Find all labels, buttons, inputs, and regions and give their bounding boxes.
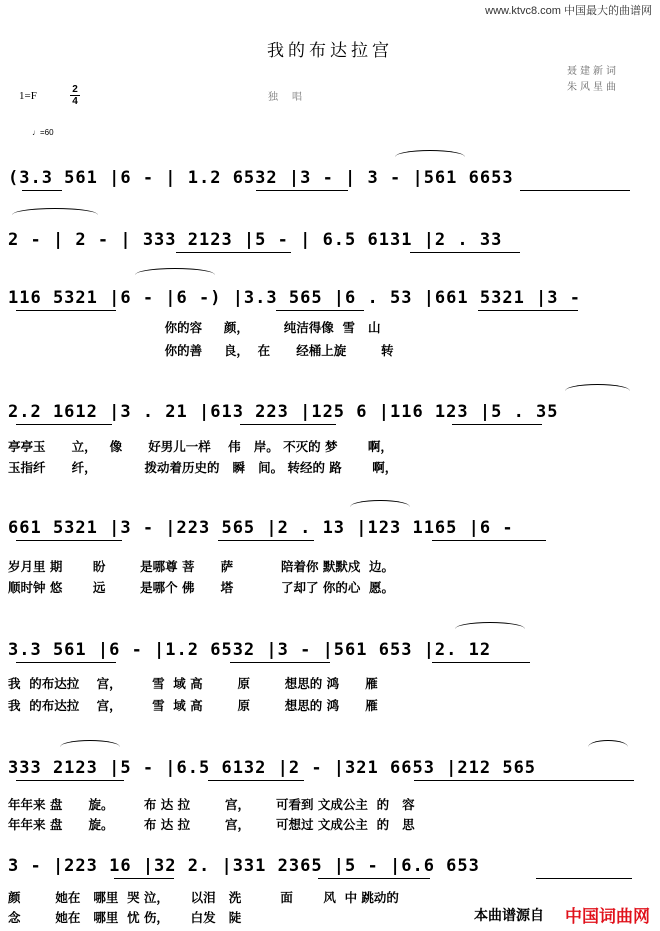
beam-line <box>452 424 542 425</box>
slur-mark <box>135 268 215 275</box>
slur-mark <box>588 740 628 747</box>
notation-row-2-notes: 2 - | 2 - | 333 2123 |5 - | 6.5 6131 |2 . 33 <box>8 230 503 250</box>
notation-row-5 <box>8 518 640 542</box>
beam-line <box>16 662 116 663</box>
notation-row-1-notes: (3.3 561 |6 - | 1.2 6532 |3 - | 3 - |561 6653 <box>8 168 514 188</box>
beam-line <box>276 310 364 311</box>
key-signature: 1=F <box>19 90 37 102</box>
notation-row-8 <box>8 856 640 880</box>
time-signature <box>70 85 80 106</box>
notation-row-4-notes: 2.2 1612 |3 . 21 |613 223 |125 6 |116 123 |5 . 35 <box>8 402 559 422</box>
song-title: 我的布达拉宫 <box>267 41 393 61</box>
time-signature-numerator: 2 <box>72 84 78 95</box>
beam-line <box>16 780 124 781</box>
time-signature-denominator: 4 <box>72 96 78 107</box>
slur-mark <box>565 384 630 391</box>
beam-line <box>240 424 336 425</box>
notation-row-3 <box>8 288 640 312</box>
beam-line <box>414 780 634 781</box>
notation-row-6-notes: 3.3 561 |6 - |1.2 6532 |3 - |561 653 |2. 12 <box>8 640 492 660</box>
lyricist-credit: 聂建新词 <box>567 66 619 77</box>
composer-credit: 朱风星曲 <box>567 82 619 93</box>
beam-line <box>114 878 174 879</box>
beam-line <box>410 252 520 253</box>
beam-line <box>318 878 430 879</box>
beam-line <box>432 662 530 663</box>
slur-mark <box>350 500 410 507</box>
slur-mark <box>395 150 465 157</box>
beam-line <box>16 424 112 425</box>
lyric-verse-1-line-4: 我 的布达拉 宫， 雪 域 高 原 想思的 鸿 雁 <box>8 676 378 691</box>
slur-mark <box>12 208 98 215</box>
notation-row-2 <box>8 230 640 254</box>
lyric-verse-1-line-2: 亭亭玉 立， 像 好男儿一样 伟 岸。 不灭的 梦 啊， <box>8 439 393 454</box>
beam-line <box>176 252 291 253</box>
beam-line <box>230 662 330 663</box>
notation-row-7 <box>8 758 640 782</box>
footer-source-text: 本曲谱源自 <box>474 908 544 924</box>
lyric-verse-1-line-6: 颜 她在 哪里 哭 泣， 以泪 洗 面 风 中 跳动的 <box>8 890 399 905</box>
footer-brand-logo: 中国词曲网 <box>565 907 650 927</box>
notation-row-4 <box>8 402 640 426</box>
singer-label: 独唱 <box>268 92 316 103</box>
beam-line <box>218 540 314 541</box>
beam-line <box>520 190 630 191</box>
notation-row-1 <box>8 168 640 192</box>
notation-row-5-notes: 661 5321 |3 - |223 565 |2 . 13 |123 1165 |6 - <box>8 518 514 538</box>
beam-line <box>16 540 122 541</box>
notation-row-3-notes: 116 5321 |6 - |6 -) |3.3 565 |6 . 53 |661 5321 |3 - <box>8 288 581 308</box>
lyric-verse-2-line-6: 念 她在 哪里 忧 伤， 白发 陡 <box>8 910 242 925</box>
lyric-verse-2-line-2: 玉指纤 纤， 拨动着历史的 瞬 间。 转经的 路 啊， <box>8 460 398 475</box>
notation-row-7-notes: 333 2123 |5 - |6.5 6132 |2 - |321 6653 |212 565 <box>8 758 537 778</box>
lyric-verse-1-line-1: 你的容 颜， 纯洁得像 雪 山 <box>8 320 381 335</box>
lyric-verse-2-line-1: 你的善 良， 在 经桶上旋 转 <box>8 343 394 358</box>
tempo-marking: ♩=60 <box>32 128 54 137</box>
beam-line <box>536 878 632 879</box>
lyric-verse-2-line-4: 我 的布达拉 宫， 雪 域 高 原 想思的 鸿 雁 <box>8 698 378 713</box>
notation-row-6 <box>8 640 640 664</box>
beam-line <box>432 540 546 541</box>
beam-line <box>478 310 578 311</box>
beam-line <box>16 310 116 311</box>
lyric-verse-1-line-5: 年年来 盘 旋。 布 达 拉 宫， 可看到 文成公主 的 容 <box>8 797 415 812</box>
beam-line <box>208 780 304 781</box>
notation-row-8-notes: 3 - |223 16 |32 2. |331 2365 |5 - |6.6 653 <box>8 856 480 876</box>
lyric-verse-2-line-5: 年年来 盘 旋。 布 达 拉 宫， 可想过 文成公主 的 思 <box>8 817 415 832</box>
lyric-verse-1-line-3: 岁月里 期 盼 是哪尊 菩 萨 陪着你 默默戍 边。 <box>8 559 395 574</box>
beam-line <box>256 190 348 191</box>
slur-mark <box>455 622 525 629</box>
beam-line <box>22 190 62 191</box>
lyric-verse-2-line-3: 顺时钟 悠 远 是哪个 佛 塔 了却了 你的心 愿。 <box>8 580 395 595</box>
slur-mark <box>60 740 120 747</box>
site-url: www.ktvc8.com 中国最大的曲谱网 <box>485 5 652 17</box>
